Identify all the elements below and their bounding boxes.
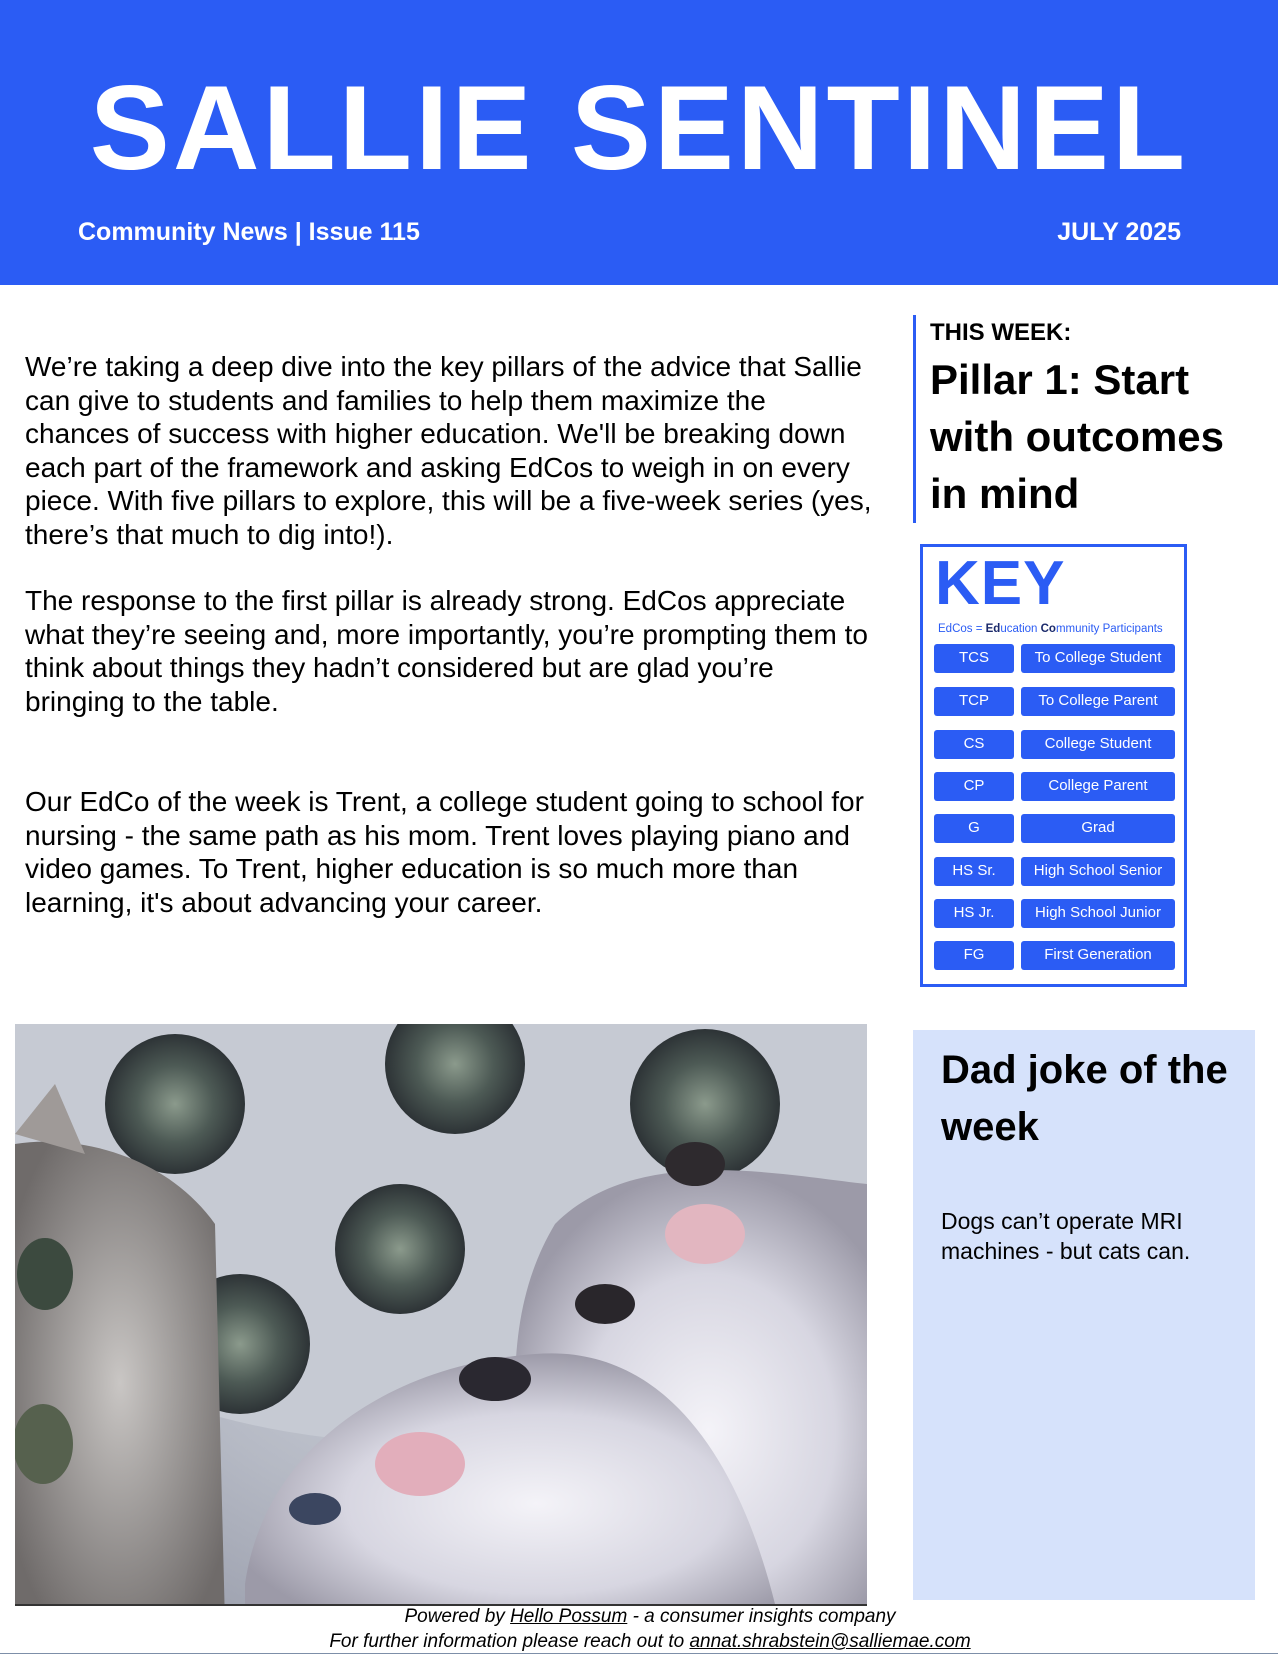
key-abbr: TCP — [934, 687, 1014, 716]
joke-text: Dogs can’t operate MRI machines - but cats can. — [941, 1208, 1191, 1264]
key-full: Grad — [1021, 814, 1175, 843]
key-abbr: CP — [934, 772, 1014, 801]
hello-possum-link[interactable]: Hello Possum — [510, 1606, 628, 1627]
cat-nose — [665, 1204, 745, 1264]
joke-title: Dad joke of the week — [941, 1048, 1228, 1149]
key-full: High School Junior — [1021, 899, 1175, 928]
this-week-callout — [913, 315, 1258, 523]
footer-line-1 — [0, 1604, 1278, 1629]
tabby-eye — [15, 1404, 73, 1484]
bottom-rule — [0, 1653, 1278, 1654]
key-abbr: HS Sr. — [934, 857, 1014, 886]
key-abbr: FG — [934, 941, 1014, 970]
tabby-eye — [17, 1238, 73, 1310]
masthead — [0, 0, 1278, 285]
footer-powered-suffix: - a consumer insights company — [627, 1606, 896, 1627]
dad-joke-box — [913, 1030, 1255, 1600]
cat-eye — [665, 1142, 725, 1186]
key-note — [938, 623, 1163, 635]
edco-of-week-paragraph: Our EdCo of the week is Trent, a college student going to school for nursing - the same path as his mom. Trent loves playing piano and video games. To Trent, higher education is so much more than learning, it's about advancing your career. — [25, 786, 864, 918]
cats-mri-photo — [15, 1024, 867, 1606]
intro-paragraph-2: The response to the first pillar is already strong. EdCos appreciate what they’re seeing and, more importantly, you’re prompting them to think about things they hadn’t considered but are glad you’re bringing to the table. — [25, 585, 869, 717]
footer-line-2 — [0, 1629, 1278, 1654]
footer-contact-prefix: For further information please reach out to — [329, 1631, 690, 1652]
issue-date: JULY 2025 — [1057, 218, 1181, 246]
key-full: To College Student — [1021, 644, 1175, 673]
intro-article — [25, 350, 875, 919]
footer — [0, 1604, 1278, 1654]
issue-label: Community News | Issue 115 — [78, 218, 420, 246]
key-note-rest-2: mmunity Participants — [1055, 623, 1163, 635]
footer-powered-prefix: Powered by — [404, 1606, 511, 1627]
key-full: College Parent — [1021, 772, 1175, 801]
mri-light — [105, 1034, 245, 1174]
key-note-bold-2: Co — [1040, 623, 1056, 635]
newsletter-title: SALLIE SENTINEL — [89, 61, 1189, 195]
intro-paragraph-1: We’re taking a deep dive into the key pillars of the advice that Sallie can give to students and families to help them maximize the chances of success with higher education. We'll be breaking down each part of the framework and asking EdCos to weigh in on every piece. With five pillars to explore, this will be a five-week series (yes, there’s that much to dig into!). — [25, 351, 872, 550]
key-note-rest-1: ucation — [1000, 623, 1041, 635]
key-abbr: TCS — [934, 644, 1014, 673]
cat-eye — [459, 1357, 531, 1401]
key-full: High School Senior — [1021, 857, 1175, 886]
cat-nose — [375, 1432, 465, 1496]
cat-eye — [289, 1493, 341, 1525]
pillar-headline: Pillar 1: Start with outcomes in mind — [930, 356, 1225, 517]
key-legend — [920, 544, 1187, 987]
key-full: First Generation — [1021, 941, 1175, 970]
key-abbr: G — [934, 814, 1014, 843]
mri-light — [335, 1184, 465, 1314]
key-note-bold-1: Ed — [985, 623, 1001, 635]
tabby-cat — [15, 1142, 225, 1604]
this-week-label: THIS WEEK: — [930, 319, 1072, 346]
contact-email-link[interactable]: annat.shrabstein@salliemae.com — [689, 1631, 971, 1652]
cat-eye — [575, 1284, 635, 1324]
key-full: College Student — [1021, 730, 1175, 759]
key-note-prefix: EdCos = — [938, 623, 986, 635]
key-full: To College Parent — [1021, 687, 1175, 716]
key-title: KEY — [935, 549, 1066, 618]
key-abbr: CS — [934, 730, 1014, 759]
key-abbr: HS Jr. — [934, 899, 1014, 928]
cats-illustration — [15, 1024, 867, 1604]
